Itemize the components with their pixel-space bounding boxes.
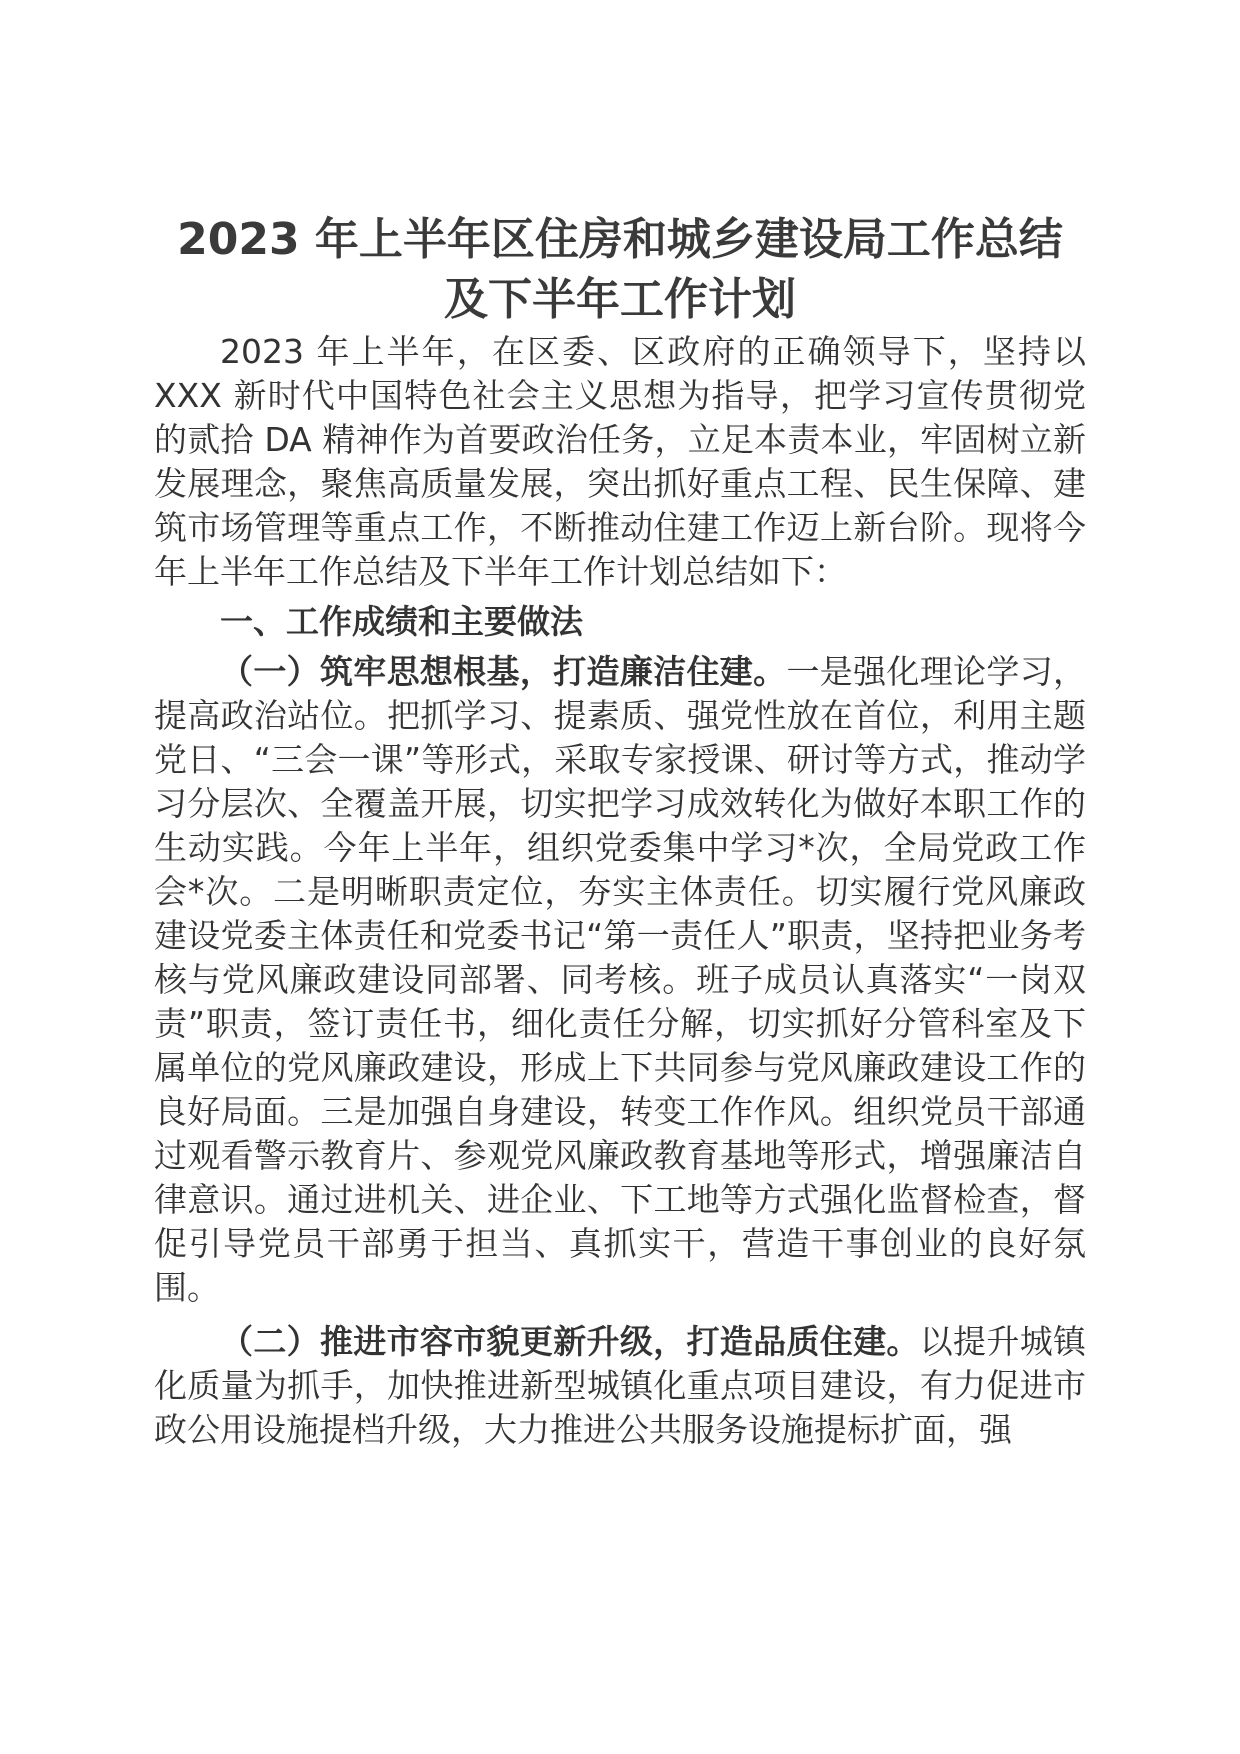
title-line-1: 2023 年上半年区住房和城乡建设局工作总结 <box>177 214 1063 265</box>
subsection-1-paragraph <box>154 650 1086 1310</box>
subsection-2-paragraph <box>154 1320 1086 1452</box>
subsection-2-heading: （二）推进市容市貌更新升级，打造品质住建。 <box>220 1322 920 1361</box>
section-heading-1: 一、工作成绩和主要做法 <box>220 602 583 641</box>
subsection-1-heading: （一）筑牢思想根基，打造廉洁住建。 <box>220 652 787 691</box>
title-line-2: 及下半年工作计划 <box>444 274 796 325</box>
document-content <box>154 210 1086 1452</box>
subsection-2-body: 以提升城镇化质量为抓手，加快推进新型城镇化重点项目建设，有力促进市政公用设施提档升级，大力推进公共服务设施提标扩面，强 <box>154 1322 1087 1449</box>
intro-paragraph: 2023 年上半年，在区委、区政府的正确领导下，坚持以 XXX 新时代中国特色社会主义思想为指导，把学习宣传贯彻党的贰拾 DA 精神作为首要政治任务，立足本责本业，牢固树立新发展理念，聚焦高质量发展，突出抓好重点工程、民生保障、建筑市场管理等重点工作，不断推动住建工作迈上新台阶。现将今年上半年工作总结及下半年工作计划总结如下： <box>154 332 1086 591</box>
document-title <box>154 210 1086 330</box>
subsection-1-body: 一是强化理论学习，提高政治站位。把抓学习、提素质、强党性放在首位，利用主题党日、“三会一课”等形式，采取专家授课、研讨等方式，推动学习分层次、全覆盖开展，切实把学习成效转化为做好本职工作的生动实践。今年上半年，组织党委集中学习*次，全局党政工作会*次。二是明晰职责定位，夯实主体责任。切实履行党风廉政建设党委主体责任和党委书记“第一责任人”职责，坚持把业务考核与党风廉政建设同部署、同考核。班子成员认真落实“一岗双责”职责，签订责任书，细化责任分解，切实抓好分管科室及下属单位的党风廉政建设，形成上下共同参与党风廉政建设工作的良好局面。三是加强自身建设，转变工作作风。组织党员干部通过观看警示教育片、参观党风廉政教育基地等形式，增强廉洁自律意识。通过进机关、进企业、下工地等方式强化监督检查，督促引导党员干部勇于担当、真抓实干，营造干事创业的良好氛围。 <box>154 652 1087 1307</box>
